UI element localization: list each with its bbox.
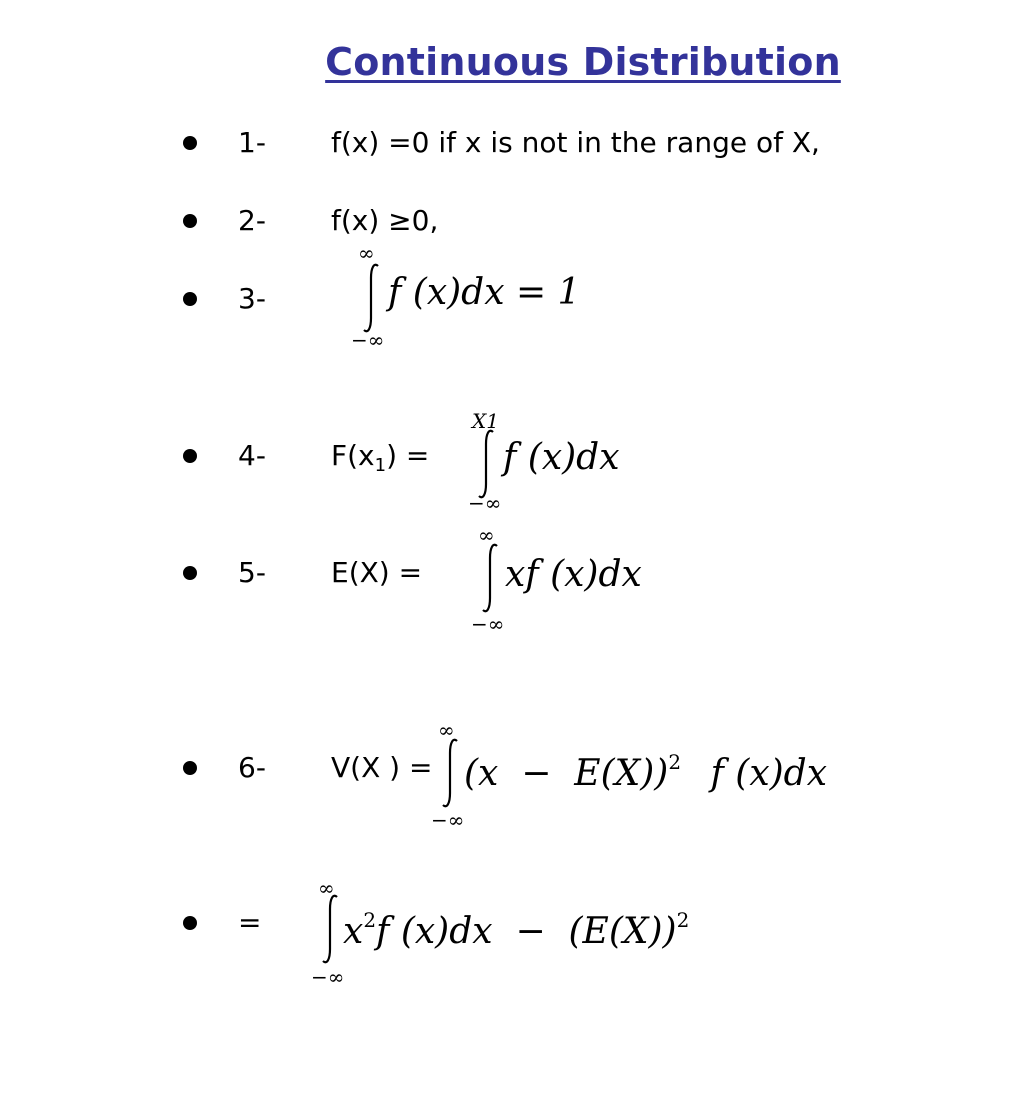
item-4-number: 4- xyxy=(238,439,266,472)
item-7-upper-limit: ∞ xyxy=(318,876,335,900)
item-4-label xyxy=(331,439,430,476)
item-3-number: 3- xyxy=(238,282,266,315)
bullet-4 xyxy=(183,449,197,463)
item-6-exponent: 2 xyxy=(668,750,682,774)
item-7-end-exponent: 2 xyxy=(676,908,690,932)
integral-sign xyxy=(479,542,501,614)
item-3-upper-limit: ∞ xyxy=(358,241,375,265)
item-4-formula: f (x)dx xyxy=(503,437,620,478)
item-6-label: V(X ) = xyxy=(331,751,433,784)
integral-sign xyxy=(475,428,497,500)
item-7-formula xyxy=(343,910,689,950)
item-7-number: = xyxy=(238,906,262,939)
item-5-upper-limit: ∞ xyxy=(478,523,495,547)
bullet-7 xyxy=(183,916,197,930)
item-6-formula-main: (x − E(X)) xyxy=(464,753,669,794)
integral-sign xyxy=(319,893,341,965)
bullet-2 xyxy=(183,214,197,228)
item-3-lower-limit: −∞ xyxy=(351,328,385,352)
bullet-6 xyxy=(183,761,197,775)
item-5-lower-limit: −∞ xyxy=(471,612,505,636)
integral-sign xyxy=(439,737,461,809)
item-6-number: 6- xyxy=(238,751,266,784)
item-4-label-sub: 1 xyxy=(374,455,387,476)
item-5-number: 5- xyxy=(238,556,266,589)
item-1-text: f(x) =0 if x is not in the range of X, xyxy=(331,126,820,159)
item-4-lower-limit: −∞ xyxy=(468,491,502,515)
item-7-lower-limit: −∞ xyxy=(311,965,345,989)
item-7-x: x xyxy=(343,911,364,952)
integral-sign xyxy=(360,262,382,334)
bullet-1 xyxy=(183,136,197,150)
item-4-label-main: F(x xyxy=(331,439,375,472)
bullet-3 xyxy=(183,292,197,306)
item-5-formula: xf (x)dx xyxy=(505,554,642,595)
item-7-x-exponent: 2 xyxy=(363,908,377,932)
item-4-upper-limit: X1 xyxy=(472,409,499,433)
item-1-number: 1- xyxy=(238,126,266,159)
item-5-label: E(X) = xyxy=(331,556,423,589)
item-2-number: 2- xyxy=(238,204,266,237)
item-3-formula: f (x)dx = 1 xyxy=(388,272,581,313)
item-6-formula xyxy=(464,752,827,792)
item-7-formula-mid: f (x)dx − (E(X)) xyxy=(376,911,677,952)
item-4-label-end: ) = xyxy=(386,439,430,472)
item-2-text: f(x) ≥0, xyxy=(331,204,439,237)
item-6-upper-limit: ∞ xyxy=(438,718,455,742)
item-6-lower-limit: −∞ xyxy=(431,808,465,832)
page-title: Continuous Distribution xyxy=(325,40,841,84)
bullet-5 xyxy=(183,566,197,580)
item-6-formula-tail: f (x)dx xyxy=(710,753,828,794)
